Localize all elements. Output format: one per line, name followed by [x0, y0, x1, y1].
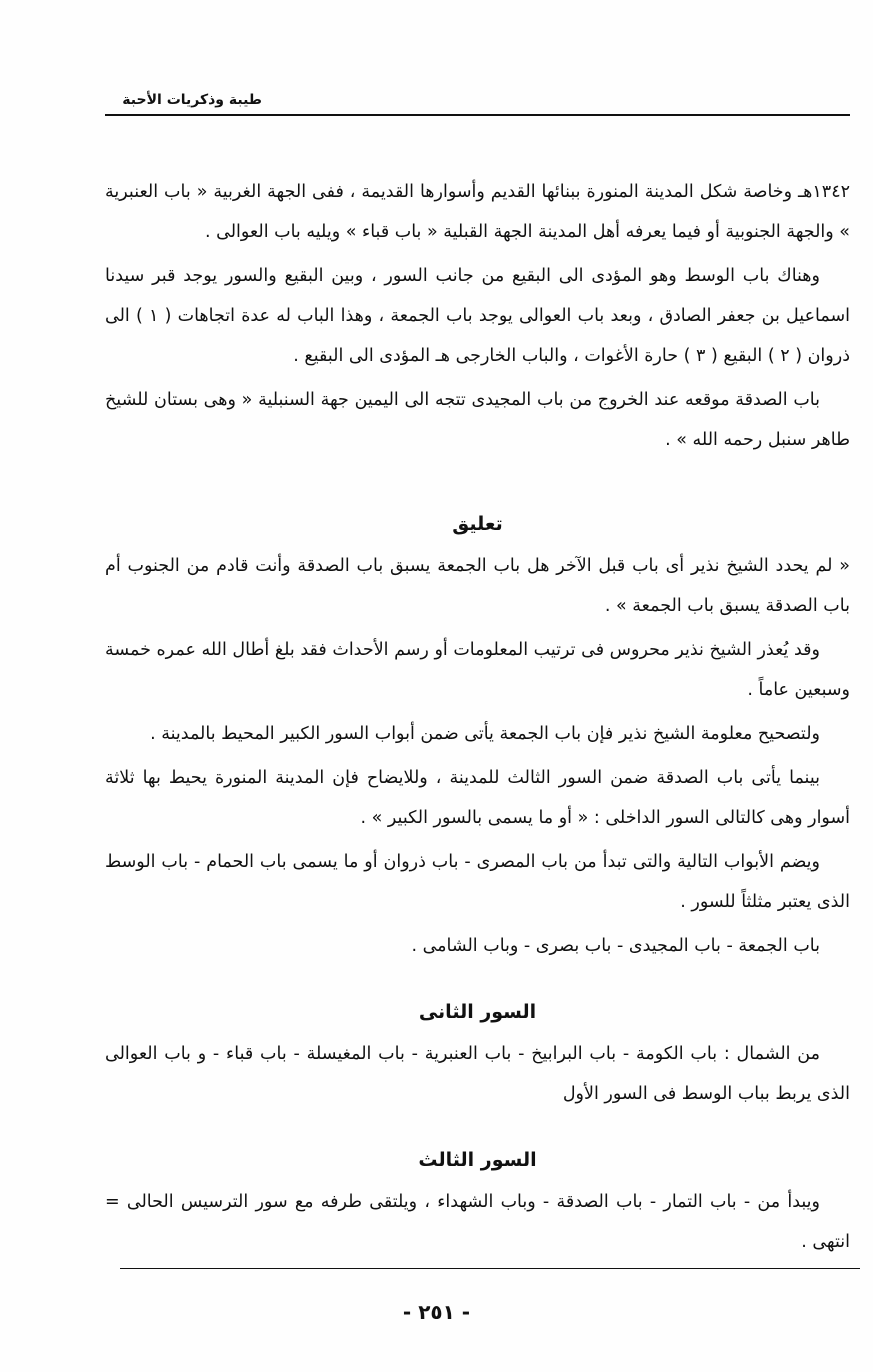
comment-paragraph-6: باب الجمعة - باب المجيدى - باب بصرى - وباب الشامى . [411, 936, 820, 956]
comment-paragraph-1: « لم يحدد الشيخ نذير أى باب قبل الآخر هل باب الجمعة يسبق باب الصدقة وأنت قادم من الجنوب أم باب الصدقة يسبق باب الجمعة » . [105, 556, 850, 616]
paragraph-3: باب الصدقة موقعه عند الخروج من باب المجيدى تتجه الى اليمين جهة السنبلية « وهى بستان للشيخ طاهر سنبل رحمه الله » . [105, 390, 850, 450]
header-divider [105, 114, 850, 116]
comment-paragraph-4: بينما يأتى باب الصدقة ضمن السور الثالث للمدينة ، وللايضاح فإن المدينة المنورة يحيط بها ثلاثة أسوار وهى كالتالى السور الداخلى : « أو ما يسمى بالسور الكبير » . [105, 768, 850, 828]
third-wall-text: ويبدأ من - باب التمار - باب الصدقة - وباب الشهداء ، ويلتقى طرفه مع سور الترسيس الحالى = انتهى . [105, 1192, 850, 1252]
comment-paragraph-5: ويضم الأبواب التالية والتى تبدأ من باب المصرى - باب ذروان أو ما يسمى باب الحمام - باب الوسط الذى يعتبر مثلثاً للسور . [105, 852, 850, 912]
second-wall-text: من الشمال : باب الكومة - باب البرابيخ - باب العنبرية - باب المغيسلة - باب قباء - و باب العوالى الذى يربط بباب الوسط فى السور الأول [105, 1044, 850, 1104]
page-number: - ٢٥١ - [402, 1300, 471, 1324]
comment-paragraph-3: ولتصحيح معلومة الشيخ نذير فإن باب الجمعة يأتى ضمن أبواب السور الكبير المحيط بالمدينة . [150, 724, 820, 744]
comment-heading: تعليق [452, 513, 503, 535]
footer-divider [120, 1268, 860, 1269]
third-wall-heading: السور الثالث [418, 1149, 537, 1171]
page-body [105, 172, 850, 1262]
comment-paragraph-2: وقد يُعذر الشيخ نذير محروس فى ترتيب المعلومات أو رسم الأحداث فقد بلغ أطال الله عمره خمسة وسبعين عاماً . [105, 640, 850, 700]
second-wall-heading: السور الثانى [418, 1001, 537, 1023]
running-header-title: طيبة وذكريات الأحبة [122, 92, 262, 108]
paragraph-2: وهناك باب الوسط وهو المؤدى الى البقيع من جانب السور ، وبين البقيع والسور يوجد قبر سيدنا اسماعيل بن جعفر الصادق ، وبعد باب العوالى يوجد باب الجمعة ، وهذا الباب له عدة اتجاهات ( ١ ) الى ذروان ( ٢ ) البقيع ( ٣ ) حارة الأغوات ، والباب الخارجى هـ المؤدى الى البقيع . [105, 266, 851, 366]
paragraph-1: ١٣٤٢هـ وخاصة شكل المدينة المنورة ببنائها القديم وأسوارها القديمة ، ففى الجهة الغربية « باب العنبرية » والجهة الجنوبية أو فيما يعرفه أهل المدينة الجهة القبلية « باب قباء » ويليه باب العوالى . [105, 182, 850, 242]
